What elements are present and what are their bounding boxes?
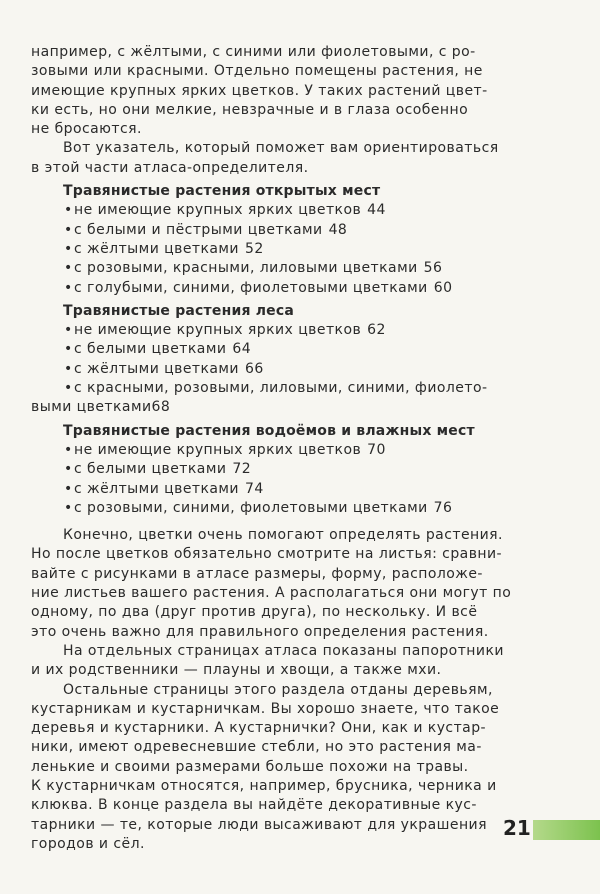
text-line: ленькие и своими размерами больше похожи на травы. <box>31 758 469 775</box>
index-item: •не имеющие крупных ярких цветков 44 <box>64 201 541 220</box>
intro-paragraph <box>31 43 541 139</box>
page-ref: 76 <box>433 499 453 516</box>
index-item: •с жёлтыми цветками 66 <box>64 360 541 379</box>
text-line: зовыми или красными. Отдельно помещены растения, не <box>31 63 483 80</box>
page-ref: 66 <box>245 360 264 377</box>
text-line: городов и сёл. <box>31 835 145 852</box>
index-item: •не имеющие крупных ярких цветков 62 <box>64 321 541 340</box>
page-ref: 70 <box>367 441 386 458</box>
page-ref: 74 <box>245 480 264 497</box>
text-line: тарники — те, которые люди высаживают для украшения <box>31 816 487 833</box>
bullet-icon: • <box>64 461 73 478</box>
text-line: имеющие крупных ярких цветков. У таких растений цвет- <box>31 82 488 99</box>
text-line: ки есть, но они мелкие, невзрачные и в глаза особенно <box>31 101 469 118</box>
page-ref: 44 <box>367 202 386 219</box>
page-ref: 68 <box>151 399 171 416</box>
page-number: 21 <box>503 816 531 840</box>
text-line: вайте с рисунками в атласе размеры, форму, расположе- <box>31 565 483 582</box>
paragraph-trees <box>31 681 541 855</box>
bullet-icon: • <box>64 380 73 397</box>
index-item: •с розовыми, красными, лиловыми цветками 56 <box>64 259 541 278</box>
bullet-icon: • <box>64 441 73 458</box>
page-ref: 64 <box>232 341 252 358</box>
page-ref: 52 <box>245 240 264 257</box>
index-item: •с жёлтыми цветками 52 <box>64 240 541 259</box>
text-line: например, с жёлтыми, с синими или фиолетовыми, с ро- <box>31 44 476 60</box>
text-line: не бросаются. <box>31 121 142 138</box>
text-line: это очень важно для правильного определения растения. <box>31 623 489 640</box>
index-item-continuation: выми цветками68 <box>31 399 171 416</box>
index-item: •с голубыми, синими, фиолетовыми цветками 60 <box>64 279 541 298</box>
page-ref: 60 <box>433 279 453 296</box>
section-heading: Травянистые растения леса <box>63 302 295 319</box>
page-ref: 62 <box>367 322 386 339</box>
text-line: ние листьев вашего растения. А располагаться они могут по <box>31 585 512 602</box>
text-line: клюква. В конце раздела вы найдёте декоративные кус- <box>31 797 477 814</box>
bullet-icon: • <box>64 322 73 339</box>
index-item: •с жёлтыми цветками 74 <box>64 480 541 499</box>
section-heading: Травянистые растения водоёмов и влажных мест <box>63 422 475 439</box>
bullet-icon: • <box>64 260 73 277</box>
index-item: •с белыми цветками 72 <box>64 460 541 479</box>
index-item: •с красными, розовыми, лиловыми, синими, фиолето- <box>64 379 541 398</box>
bullet-icon: • <box>64 480 73 497</box>
text-line: Но после цветков обязательно смотрите на листья: сравни- <box>31 546 503 563</box>
bullet-icon: • <box>64 221 73 238</box>
text-line: одному, по два (друг против друга), по нескольку. И всё <box>31 604 478 621</box>
index-section-water <box>31 422 541 518</box>
bullet-icon: • <box>64 279 73 296</box>
pointer-paragraph <box>31 139 541 178</box>
bullet-icon: • <box>64 341 73 358</box>
page-accent-bar <box>533 820 600 840</box>
text-line: Остальные страницы этого раздела отданы деревьям, <box>63 681 493 698</box>
bullet-icon: • <box>64 499 73 516</box>
text-line: К кустарничкам относятся, например, брусника, черника и <box>31 777 497 794</box>
page-ref: 56 <box>423 260 443 277</box>
text-line: деревья и кустарники. А кустарнички? Они, как и кустар- <box>31 720 487 737</box>
bullet-icon: • <box>64 202 73 219</box>
text-line: Конечно, цветки очень помогают определять растения. <box>63 527 503 544</box>
paragraph-leaves <box>31 526 541 642</box>
text-line: в этой части атласа-определителя. <box>31 159 309 176</box>
bullet-icon: • <box>64 360 73 377</box>
paragraph-ferns <box>31 642 541 681</box>
index-section-open-places <box>31 182 541 298</box>
index-item: •с розовыми, синими, фиолетовыми цветками 76 <box>64 499 541 518</box>
index-item: •с белыми и пёстрыми цветками 48 <box>64 221 541 240</box>
index-item: •с белыми цветками 64 <box>64 340 541 359</box>
page-ref: 48 <box>328 221 348 238</box>
text-line: и их родственники — плауны и хвощи, а также мхи. <box>31 662 442 679</box>
index-item: •не имеющие крупных ярких цветков 70 <box>64 441 541 460</box>
text-line: ники, имеют одревесневшие стебли, но это растения ма- <box>31 739 482 756</box>
text-line: На отдельных страницах атласа показаны папоротники <box>63 642 504 659</box>
section-heading: Травянистые растения открытых мест <box>63 183 381 200</box>
index-section-forest <box>31 302 541 418</box>
text-line: Вот указатель, который поможет вам ориентироваться <box>63 140 499 157</box>
page-content <box>31 43 541 854</box>
page-ref: 72 <box>232 461 252 478</box>
bullet-icon: • <box>64 240 73 257</box>
text-line: кустарникам и кустарничкам. Вы хорошо знаете, что такое <box>31 700 500 717</box>
